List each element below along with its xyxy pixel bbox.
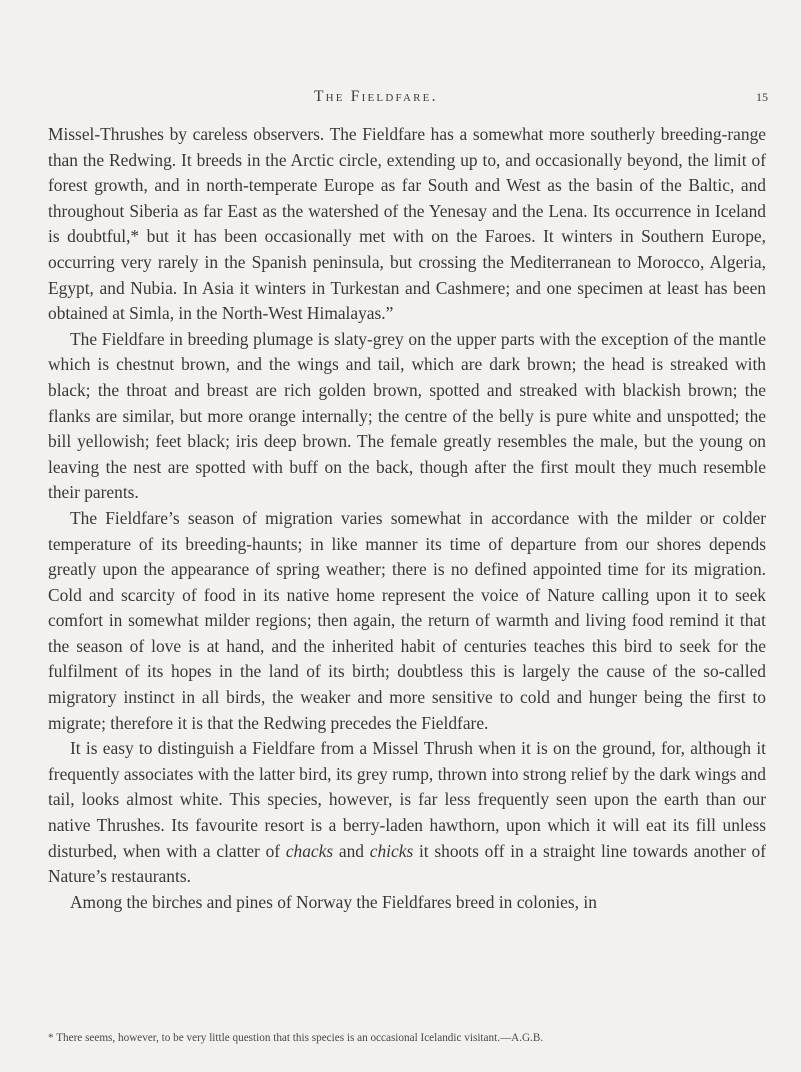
paragraph: The Fieldfare in breeding plumage is slaty-grey on the upper parts with the exception of the mantle which is chestnut brown, and the wings and tail, which are dark brown; the head is streaked with black; the throat and breast are rich golden brown, spotted and streaked with blackish brown; the flanks are similar, but more orange internally; the centre of the belly is pure white and unspotted; the bill yellowish; feet black; iris deep brown. The female greatly resembles the male, but the young on leaving the nest are spotted with buff on the back, though after the first moult they much resemble their parents.: [48, 328, 766, 503]
italic-word: chicks: [369, 840, 414, 861]
paragraph: Among the birches and pines of Norway the Fieldfares breed in colonies, in: [70, 891, 597, 912]
text-run: and: [333, 840, 370, 861]
paragraph: Missel-Thrushes by careless observers. The Fieldfare has a somewhat more southerly breeding-range than the Redwing. It breeds in the Arctic circle, extending up to, and occasionally beyond, the limit of forest growth, and in north-temperate Europe as far South and West as the basin of the Baltic, and throughout Siberia as far East as the watershed of the Yenesay and the Lena. Its occurrence in Iceland is doubtful,* but it has been occasionally met with on the Faroes. It winters in Southern Europe, occurring very rarely in the Spanish peninsula, but crossing the Mediterranean to Morocco, Algeria, Egypt, and Nubia. In Asia it winters in Turkestan and Cashmere; and one specimen at least has been obtained at Simla, in the North-West Himalayas.”: [48, 124, 766, 324]
text-run: it shoots off in a straight line towards another of Nature’s restaurants.: [48, 840, 766, 887]
italic-word: chacks: [285, 840, 334, 861]
footnote: * There seems, however, to be very little question that this species is an occasional Icelandic visitant.—A.G.B.: [48, 1032, 544, 1044]
paragraph: [48, 736, 766, 890]
page-number: 15: [756, 90, 768, 104]
running-title: The Fieldfare.: [314, 88, 438, 105]
body-text: [48, 122, 766, 915]
paragraph: The Fieldfare’s season of migration varies somewhat in accordance with the milder or colder temperature of its breeding-haunts; in like manner its time of departure from our shores depends greatly upon the appearance of spring weather; there is no defined appointed time for its migration. Cold and scarcity of food in its native home represent the voice of Nature calling upon it to seek comfort in somewhat milder regions; then again, the return of warmth and living food remind it that the season of love is at hand, and the inherited habit of centuries teaches this bird to seek for the fulfilment of its hopes in the land of its birth; doubtless this is largely the cause of the so-called migratory instinct in all birds, the weaker and more sensitive to cold and hunger being the first to migrate; therefore it is that the Redwing precedes the Fieldfare.: [48, 507, 766, 733]
text-run: It is easy to distinguish a Fieldfare from a Missel Thrush when it is on the ground, for, although it frequently associates with the latter bird, its grey rump, thrown into strong relief by the dark wings and tail, looks almost white. This species, however, is far less frequently seen upon the earth than our native Thrushes. Its favourite resort is a berry-laden hawthorn, upon which it will eat its fill unless disturbed, when with a clatter of: [48, 738, 766, 861]
